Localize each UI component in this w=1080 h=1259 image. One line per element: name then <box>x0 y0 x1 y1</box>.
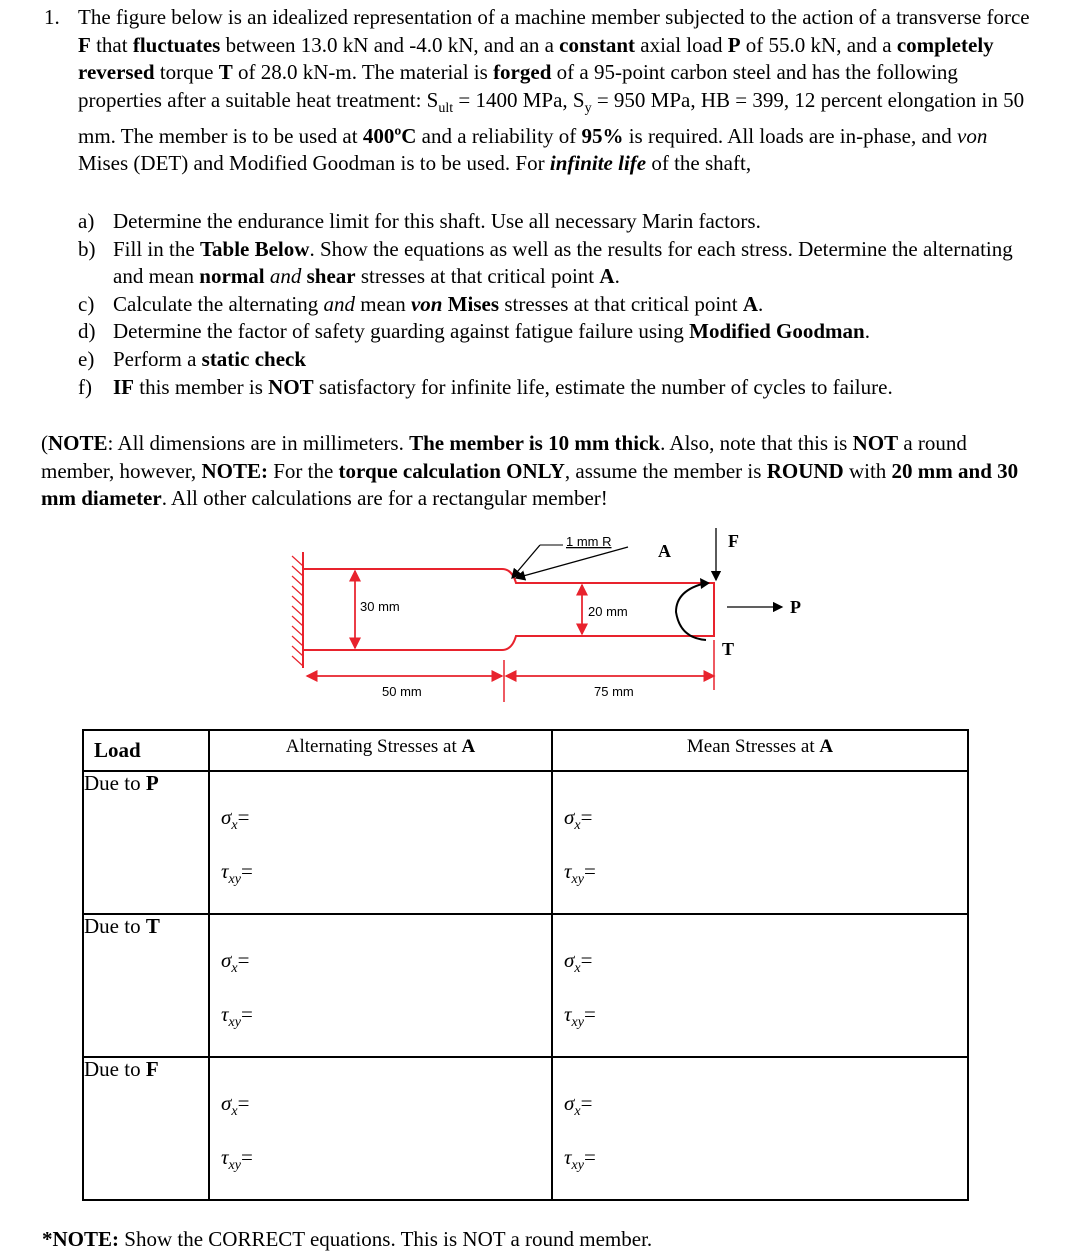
part-text: Determine the endurance limit for this shaft. Use all necessary Marin factors. <box>113 209 761 233</box>
sigma-symbol: σ <box>564 1091 575 1115</box>
tau-symbol: τ <box>564 1145 572 1169</box>
footnote-label: *NOTE: <box>42 1227 120 1251</box>
tau-subscript: xy <box>228 1015 241 1031</box>
dim-left-height-label: 30 mm <box>360 599 400 614</box>
sigma-subscript: x <box>231 818 238 834</box>
equals-sign: = <box>580 948 593 972</box>
note-text: , assume the member is <box>564 458 767 483</box>
equals-sign: = <box>240 1002 253 1026</box>
header-text: Alternating Stresses at <box>285 736 462 757</box>
alternating-cell-t[interactable] <box>209 914 552 1057</box>
problem-text-segment: and a reliability of <box>416 123 582 148</box>
tau-xy-field <box>564 1144 596 1180</box>
problem-text-segment: is required. All loads are in-phase, and <box>623 123 958 148</box>
part-letter: d) <box>78 319 96 344</box>
tau-xy-field <box>564 1001 596 1037</box>
part-text: satisfactory for infinite life, estimate the number of cycles to failure. <box>313 374 893 399</box>
equals-sign: = <box>580 805 593 829</box>
problem-text-segment: The figure below is an idealized representation of a machine member subjected to the action of a transverse force <box>78 5 1030 29</box>
point-a-emphasis: A <box>599 264 615 289</box>
tau-symbol: τ <box>564 859 572 883</box>
and-italic: and <box>323 291 355 316</box>
problem-text-segment: Mises (DET) and Modified Goodman is to be used. For <box>78 151 550 176</box>
header-text: Mean Stresses at <box>686 736 820 757</box>
tau-subscript: xy <box>571 1015 584 1031</box>
diameters-emphasis: 20 mm and 30 mm diameter <box>41 458 1019 511</box>
load-label: Due to <box>84 914 146 938</box>
part-text: . <box>864 319 870 344</box>
tau-xy-field <box>564 858 596 894</box>
constant-emphasis: constant <box>559 32 635 57</box>
footnote <box>42 1226 652 1254</box>
note-text: ( <box>41 431 48 455</box>
not-emphasis: NOT <box>852 431 899 455</box>
sigma-symbol: σ <box>221 805 232 829</box>
problem-text-segment: of a 95-point carbon steel and has the following properties after a suitable heat treatment: S <box>78 60 958 112</box>
sult-subscript: ult <box>438 100 454 116</box>
header-point-a: A <box>819 736 834 757</box>
thickness-emphasis: The member is 10 mm thick <box>409 431 661 455</box>
static-check-emphasis: static check <box>201 346 307 371</box>
problem-text-segment: of 28.0 kN-m. The material is <box>232 60 494 85</box>
modified-goodman-emphasis: Modified Goodman <box>689 319 865 344</box>
load-symbol: F <box>145 1057 159 1081</box>
tau-subscript: xy <box>228 872 241 888</box>
tau-symbol: τ <box>221 1002 229 1026</box>
completely-reversed-emphasis: completely reversed <box>78 32 994 85</box>
tau-xy-field <box>221 1001 253 1037</box>
normal-emphasis: normal <box>199 264 265 289</box>
problem-text-segment: axial load <box>635 32 728 57</box>
sigma-subscript: x <box>574 1104 581 1120</box>
table-row-p <box>83 771 968 914</box>
part-text: Determine the factor of safety guarding against fatigue failure using <box>113 319 690 344</box>
problem-text-segment: of the shaft, <box>646 151 752 176</box>
problem-text-segment: = 1400 MPa, S <box>453 87 585 112</box>
reliability-emphasis: 95% <box>581 123 624 148</box>
mean-column-header <box>552 730 968 771</box>
part-text: stresses at that critical point <box>355 264 600 289</box>
problem-text-segment: that <box>90 32 133 57</box>
point-a-emphasis: A <box>742 291 759 316</box>
note-text: For the <box>267 458 339 483</box>
sigma-x-field <box>564 947 592 983</box>
alternating-column-header <box>209 730 552 771</box>
note-label: NOTE: <box>201 458 268 483</box>
von-italic: von <box>957 123 988 148</box>
part-text: Perform a <box>113 346 202 371</box>
header-point-a: A <box>461 736 476 757</box>
alternating-cell-f[interactable] <box>209 1057 552 1200</box>
table-row-f <box>83 1057 968 1200</box>
part-text: . <box>758 291 764 316</box>
equals-sign: = <box>237 948 250 972</box>
tau-subscript: xy <box>571 1158 584 1174</box>
problem-text-segment: between 13.0 kN and -4.0 kN, and an a <box>220 32 560 57</box>
mean-cell-p[interactable] <box>552 771 968 914</box>
load-cell-f <box>83 1057 209 1200</box>
equals-sign: = <box>583 1145 596 1169</box>
sigma-x-field <box>221 804 249 840</box>
sigma-x-field <box>564 1090 592 1126</box>
load-symbol: P <box>145 771 159 795</box>
note-text: with <box>843 458 892 483</box>
footnote-text: Show the CORRECT equations. This is NOT a round member. <box>119 1227 653 1251</box>
part-text: Fill in the <box>113 236 200 261</box>
tau-xy-field <box>221 1144 253 1180</box>
tau-subscript: xy <box>228 1158 241 1174</box>
equals-sign: = <box>237 805 250 829</box>
part-text: . Show the equations as well as the results for each stress. Determine the alternating and mean <box>113 236 1013 289</box>
sigma-symbol: σ <box>564 948 575 972</box>
problem-text-segment: = 950 MPa, HB = 399, 12 percent elongation in 50 mm. The member is to be used at <box>78 87 1025 148</box>
table-header-row <box>83 730 968 771</box>
equals-sign: = <box>240 859 253 883</box>
fluctuates-emphasis: fluctuates <box>132 32 221 57</box>
note-text: . All other calculations are for a rectangular member! <box>161 486 608 511</box>
note-text: . Also, note that this is <box>660 431 853 455</box>
equals-sign: = <box>580 1091 593 1115</box>
part-letter: c) <box>78 291 95 316</box>
load-label: Due to <box>84 1057 146 1081</box>
torque-arrowhead <box>700 578 710 589</box>
mises-emphasis: Mises <box>442 291 500 316</box>
part-text: . <box>614 264 620 289</box>
mean-cell-t[interactable] <box>552 914 968 1057</box>
note-label: NOTE <box>48 431 108 455</box>
dim-right-length-label: 75 mm <box>594 684 634 699</box>
sigma-subscript: x <box>231 1104 238 1120</box>
shear-emphasis: shear <box>306 264 356 289</box>
tau-subscript: xy <box>571 872 584 888</box>
table-below-emphasis: Table Below <box>199 236 310 261</box>
part-text: mean <box>355 291 411 316</box>
force-label: F <box>728 531 739 551</box>
part-letter: e) <box>78 346 95 371</box>
sigma-x-field <box>564 804 592 840</box>
dim-left-length-label: 50 mm <box>382 684 422 699</box>
and-italic: and <box>264 264 307 289</box>
torque-symbol: T <box>218 60 233 85</box>
sigma-subscript: x <box>231 961 238 977</box>
mean-cell-f[interactable] <box>552 1057 968 1200</box>
part-letter: a) <box>78 209 95 233</box>
load-column-header: Load <box>83 730 209 771</box>
point-a-label: A <box>658 541 671 561</box>
equals-sign: = <box>583 859 596 883</box>
sy-subscript: y <box>584 100 592 116</box>
equals-sign: = <box>240 1145 253 1169</box>
temperature-emphasis: 400ºC <box>362 123 417 148</box>
load-cell-t <box>83 914 209 1057</box>
load-label: Due to <box>84 771 146 795</box>
note-text: : All dimensions are in millimeters. <box>107 431 410 455</box>
torque-only-emphasis: torque calculation ONLY <box>338 458 565 483</box>
dim-right-height-label: 20 mm <box>588 604 628 619</box>
von-emphasis: von <box>410 291 443 316</box>
axial-load-label: P <box>790 597 801 617</box>
round-emphasis: ROUND <box>766 458 844 483</box>
alternating-cell-p[interactable] <box>209 771 552 914</box>
tau-xy-field <box>221 858 253 894</box>
part-text: this member is <box>134 374 269 399</box>
table-row-t <box>83 914 968 1057</box>
note-text: a round member, however, <box>41 431 967 483</box>
infinite-life-emphasis: infinite life <box>549 151 647 176</box>
part-letter: f) <box>78 374 92 399</box>
not-emphasis: NOT <box>268 374 314 399</box>
forged-emphasis: forged <box>493 60 552 85</box>
problem-text-segment: of 55.0 kN, and a <box>740 32 897 57</box>
sigma-x-field <box>221 1090 249 1126</box>
problem-text-segment: torque <box>154 60 219 85</box>
sigma-subscript: x <box>574 818 581 834</box>
sigma-x-field <box>221 947 249 983</box>
force-symbol: F <box>78 32 91 57</box>
part-text: stresses at that critical point <box>499 291 743 316</box>
sigma-symbol: σ <box>221 948 232 972</box>
part-letter: b) <box>78 236 96 261</box>
torque-icon <box>676 583 706 640</box>
part-text: Calculate the alternating <box>113 291 324 316</box>
equals-sign: = <box>237 1091 250 1115</box>
fillet-label: 1 mm R <box>566 534 612 549</box>
problem-number: 1. <box>44 5 60 29</box>
tau-symbol: τ <box>221 1145 229 1169</box>
load-cell-p <box>83 771 209 914</box>
tau-symbol: τ <box>564 1002 572 1026</box>
fixed-wall-hatch <box>292 552 303 668</box>
stress-table <box>82 729 969 1201</box>
sigma-subscript: x <box>574 961 581 977</box>
if-emphasis: IF <box>113 374 134 399</box>
load-symbol: T <box>145 914 160 938</box>
fillet-leader <box>516 547 628 578</box>
axial-load-symbol: P <box>727 32 741 57</box>
sigma-symbol: σ <box>564 805 575 829</box>
tau-symbol: τ <box>221 859 229 883</box>
sigma-symbol: σ <box>221 1091 232 1115</box>
torque-label: T <box>722 639 735 659</box>
equals-sign: = <box>583 1002 596 1026</box>
